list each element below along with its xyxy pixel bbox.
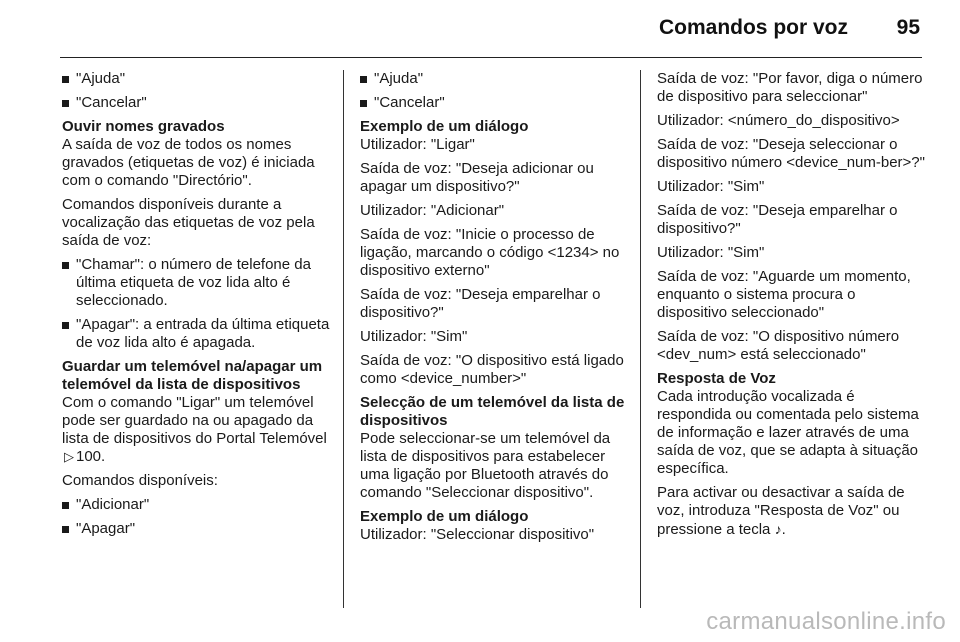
paragraph: Pode seleccionar-se um telemóvel da lista de dispositivos para estabelecer uma ligação por Bluetooth através do comando "Seleccionar dispositivo". — [360, 430, 611, 501]
page-reference-icon: ▷ — [64, 449, 74, 464]
dialog-line: Saída de voz: "Por favor, diga o número de dispositivo para seleccionar" — [657, 70, 923, 105]
header-divider — [60, 57, 922, 58]
list-item: "Apagar" — [62, 520, 330, 538]
column-1 — [62, 70, 330, 544]
section-heading: Exemplo de um diálogo — [360, 508, 529, 525]
paragraph: Comandos disponíveis durante a vocalização das etiquetas de voz pela saída de voz: — [62, 196, 315, 249]
paragraph: Para activar ou desactivar a saída de voz, introduza "Resposta de Voz" ou pressione a tecla ♪. — [657, 484, 905, 538]
dialog-line: Utilizador: "Sim" — [657, 178, 765, 195]
section-heading: Resposta de Voz — [657, 370, 776, 387]
column-2 — [360, 70, 628, 550]
page-title: Comandos por voz — [658, 16, 848, 39]
voice-key-icon: ♪ — [774, 521, 782, 537]
list-item: "Ajuda" — [62, 70, 330, 88]
bullet-square-icon — [62, 322, 69, 329]
list-item: "Cancelar" — [360, 94, 628, 112]
paragraph: Comandos disponíveis: — [62, 472, 218, 489]
dialog-line: Utilizador: "Sim" — [657, 244, 765, 261]
paragraph: A saída de voz de todos os nomes gravados (etiquetas de voz) é iniciada com o comando "Directório". — [62, 136, 315, 189]
page-header — [0, 0, 960, 62]
dialog-line: Saída de voz: "Deseja adicionar ou apagar um dispositivo?" — [360, 160, 594, 195]
column-divider — [640, 70, 641, 608]
section-heading: Exemplo de um diálogo — [360, 118, 529, 135]
list-item: "Ajuda" — [360, 70, 628, 88]
column-3 — [657, 70, 927, 545]
dialog-line: Utilizador: "Ligar" — [360, 136, 475, 153]
dialog-line: Utilizador: <número_do_dispositivo> — [657, 112, 900, 129]
dialog-line: Saída de voz: "Aguarde um momento, enquanto o sistema procura o dispositivo seleccionado" — [657, 268, 911, 321]
dialog-line: Saída de voz: "Deseja seleccionar o dispositivo número <device_num-ber>?" — [657, 136, 925, 171]
dialog-line: Utilizador: "Adicionar" — [360, 202, 505, 219]
bullet-square-icon — [62, 526, 69, 533]
dialog-line: Saída de voz: "Deseja emparelhar o dispositivo?" — [360, 286, 601, 321]
dialog-line: Saída de voz: "Deseja emparelhar o dispositivo?" — [657, 202, 898, 237]
dialog-line: Saída de voz: "O dispositivo está ligado como <device_number>" — [360, 352, 624, 387]
bullet-square-icon — [62, 502, 69, 509]
section-heading: Ouvir nomes gravados — [62, 118, 225, 135]
dialog-line: Utilizador: "Seleccionar dispositivo" — [360, 526, 595, 543]
dialog-line: Saída de voz: "Inicie o processo de ligação, marcando o código <1234> no dispositivo externo" — [360, 226, 620, 279]
bullet-square-icon — [62, 76, 69, 83]
list-item: "Chamar": o número de telefone da última etiqueta de voz lida alto é seleccionado. — [62, 256, 330, 310]
bullet-square-icon — [360, 76, 367, 83]
paragraph: Cada introdução vocalizada é respondida ou comentada pelo sistema de informação e lazer através de uma saída de voz, que se adapta à situação específica. — [657, 388, 919, 477]
dialog-line: Saída de voz: "O dispositivo número <dev_num> está seleccionado" — [657, 328, 900, 363]
section-heading: Guardar um telemóvel na/apagar um telemóvel da lista de dispositivos — [62, 358, 323, 393]
list-item: "Apagar": a entrada da última etiqueta de voz lida alto é apagada. — [62, 316, 330, 352]
page-number: 95 — [896, 16, 920, 39]
bullet-square-icon — [360, 100, 367, 107]
list-item: "Cancelar" — [62, 94, 330, 112]
paragraph: Com o comando "Ligar" um telemóvel pode ser guardado na ou apagado da lista de dispositivos do Portal Telemóvel ▷ 100. — [62, 394, 327, 465]
dialog-line: Utilizador: "Sim" — [360, 328, 468, 345]
bullet-square-icon — [62, 100, 69, 107]
bullet-square-icon — [62, 262, 69, 269]
watermark: carmanualsonline.info — [706, 608, 946, 635]
list-item: "Adicionar" — [62, 496, 330, 514]
section-heading: Selecção de um telemóvel da lista de dispositivos — [360, 394, 625, 429]
column-divider — [343, 70, 344, 608]
